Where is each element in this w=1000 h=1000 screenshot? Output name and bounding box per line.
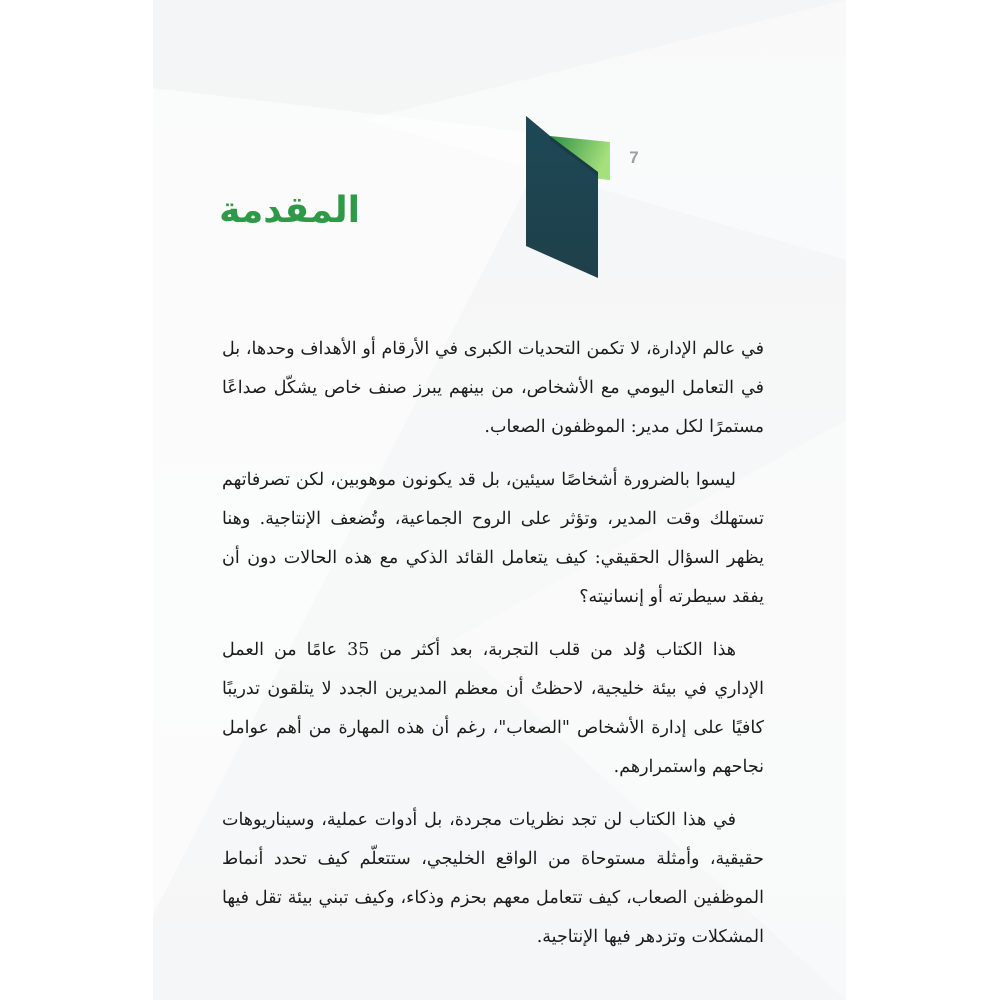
chapter-title: المقدمة [219, 190, 360, 231]
book-bookmark-emblem-icon [518, 112, 618, 282]
paragraph-1: في عالم الإدارة، لا تكمن التحديات الكبرى في الأرقام أو الأهداف وحدها، بل في التعامل اليومي مع الأشخاص، من بينهم يبرز صنف خاص يشكّل صداعًا مستمرًا لكل مدير: الموظفون الصعاب. [222, 339, 764, 437]
page-number: 7 [629, 148, 639, 167]
paragraph-2: ليسوا بالضرورة أشخاصًا سيئين، بل قد يكونون موهوبين، لكن تصرفاتهم تستهلك وقت المدير، وتؤثر على الروح الجماعية، وتُضعف الإنتاجية. وهنا يظهر السؤال الحقيقي: كيف يتعامل القائد الذكي مع هذه الحالات دون أن يفقد سيطرته أو إنسانيته؟ [222, 470, 764, 607]
paragraph-4: في هذا الكتاب لن تجد نظريات مجردة، بل أدوات عملية، وسيناريوهات حقيقية، وأمثلة مستوحاة من الواقع الخليجي، ستتعلّم كيف تحدد أنماط الموظفين الصعاب، كيف تتعامل معهم بحزم وذكاء، وكيف تبني بيئة تقل فيها المشكلات وتزدهر فيها الإنتاجية. [222, 810, 764, 947]
body-text [222, 330, 764, 971]
paragraph-3: هذا الكتاب وُلد من قلب التجربة، بعد أكثر من 35 عامًا من العمل الإداري في بيئة خليجية، لاحظتُ أن معظم المديرين الجدد لا يتلقون تدريبًا كافيًا على إدارة الأشخاص "الصعاب"، رغم أن هذه المهارة من أهم عوامل نجاحهم واستمرارهم. [222, 640, 764, 777]
